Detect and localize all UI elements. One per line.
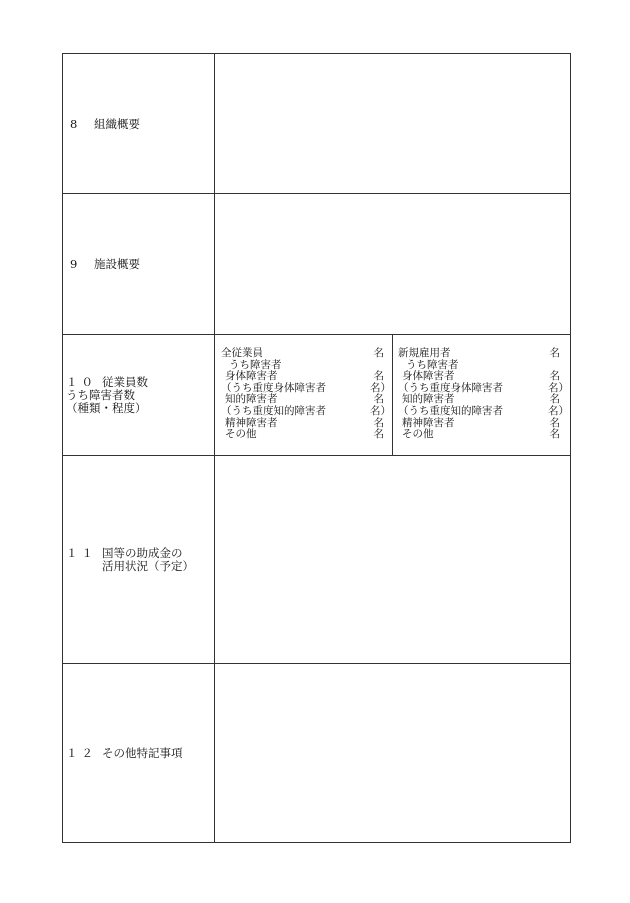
row-number: 8 xyxy=(70,116,79,131)
row-subsidy-usage xyxy=(63,456,570,664)
current-employees-column xyxy=(215,335,393,455)
intellectual-label: 知的障害者 xyxy=(225,393,278,406)
unit: 名 xyxy=(373,393,384,406)
unit: 名 xyxy=(373,347,384,359)
organization-overview-field[interactable] xyxy=(215,54,570,193)
unit: 名 xyxy=(549,393,560,406)
severe-intellectual-line[interactable] xyxy=(393,406,570,418)
row-label-sub: 活用状況（予定） xyxy=(102,558,194,573)
row-employee-count xyxy=(63,335,570,456)
other-line[interactable] xyxy=(215,429,392,441)
other-label: その他 xyxy=(402,428,434,441)
physical-label: 身体障害者 xyxy=(225,370,278,383)
row-number: １１ xyxy=(66,545,97,560)
severe-intellectual-label: （うち重度知的障害者 xyxy=(398,404,503,417)
application-form-table xyxy=(62,53,571,843)
intellectual-label: 知的障害者 xyxy=(402,393,455,406)
row-label: 国等の助成金の xyxy=(102,545,183,560)
mental-label: 精神障害者 xyxy=(402,416,455,429)
label-other-notes xyxy=(63,664,215,842)
row-organization-overview xyxy=(63,54,570,194)
row-label: その他特記事項 xyxy=(102,746,183,760)
severe-intellectual-label: （うち重度知的障害者 xyxy=(221,404,326,417)
other-line[interactable] xyxy=(393,429,570,441)
unit: 名 xyxy=(549,370,560,383)
disabled-subheading: うち障害者 xyxy=(229,358,282,371)
label-facility-overview xyxy=(63,194,215,334)
label-organization-overview xyxy=(63,54,215,193)
unit: 名 xyxy=(549,416,560,429)
label-employee-count xyxy=(63,335,215,455)
employee-count-field xyxy=(215,335,570,455)
new-hires-column xyxy=(393,335,570,455)
subsidy-usage-field[interactable] xyxy=(215,456,570,663)
row-label: 従業員数 xyxy=(102,374,148,389)
mental-label: 精神障害者 xyxy=(225,416,278,429)
row-number: １２ xyxy=(66,746,97,760)
row-label-sub: うち障害者数 xyxy=(66,387,135,402)
other-notes-field[interactable] xyxy=(215,664,570,842)
severe-physical-label: （うち重度身体障害者 xyxy=(221,381,326,394)
disabled-subheading: うち障害者 xyxy=(406,358,459,371)
row-facility-overview xyxy=(63,194,570,335)
unit: 名） xyxy=(548,381,569,394)
unit: 名 xyxy=(373,370,384,383)
row-other-notes xyxy=(63,664,570,842)
unit: 名） xyxy=(370,381,391,394)
unit: 名） xyxy=(370,404,391,417)
new-hires-label: 新規雇用者 xyxy=(398,347,451,359)
other-label: その他 xyxy=(225,428,257,441)
row-number: １０ xyxy=(66,374,97,389)
physical-label: 身体障害者 xyxy=(402,370,455,383)
row-number: 9 xyxy=(70,257,79,271)
facility-overview-field[interactable] xyxy=(215,194,570,334)
unit: 名） xyxy=(548,404,569,417)
unit: 名 xyxy=(549,347,560,359)
severe-physical-label: （うち重度身体障害者 xyxy=(398,381,503,394)
total-employees-line[interactable] xyxy=(215,348,392,360)
total-employees-label: 全従業員 xyxy=(221,347,263,359)
severe-intellectual-line[interactable] xyxy=(215,406,392,418)
row-label: 施設概要 xyxy=(94,257,140,271)
row-label-sub2: （種類・程度） xyxy=(66,400,147,415)
label-subsidy-usage xyxy=(63,456,215,663)
unit: 名 xyxy=(549,428,560,441)
row-label: 組織概要 xyxy=(94,116,140,131)
unit: 名 xyxy=(373,416,384,429)
new-hires-line[interactable] xyxy=(393,348,570,360)
unit: 名 xyxy=(373,428,384,441)
